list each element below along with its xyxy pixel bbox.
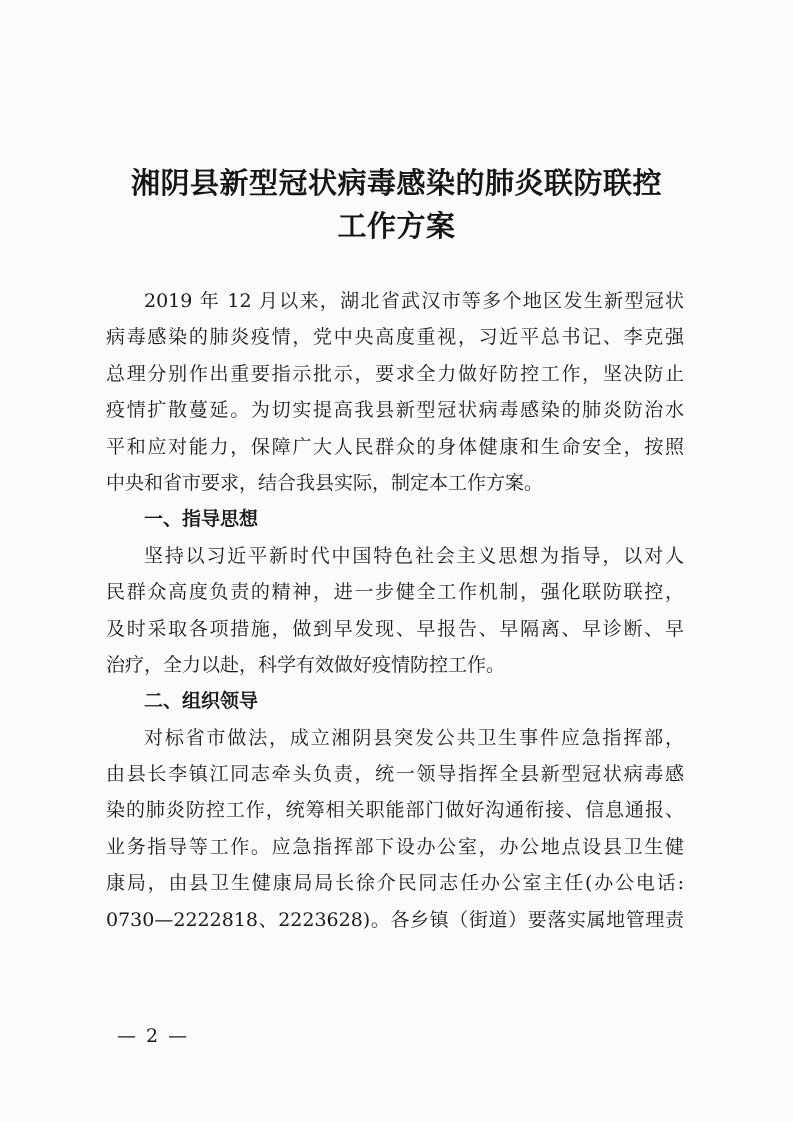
paragraph-line: 0730—2222818、2223628)。各乡镇（街道）要落实属地管理责 bbox=[106, 908, 684, 931]
document-body bbox=[106, 283, 684, 938]
page-number: — 2 — bbox=[117, 1025, 190, 1047]
paragraph-line: 坚持以习近平新时代中国特色社会主义思想为指导，以对人 bbox=[144, 544, 684, 567]
paragraph-line: 由县长李镇江同志牵头负责，统一领导指挥全县新型冠状病毒感 bbox=[106, 763, 684, 786]
paragraph-line: 平和应对能力，保障广大人民群众的身体健康和生命安全，按照 bbox=[106, 435, 684, 458]
paragraph-line: 2019 年 12 月以来，湖北省武汉市等多个地区发生新型冠状 bbox=[144, 290, 684, 312]
paragraph-line: 疫情扩散蔓延。为切实提高我县新型冠状病毒感染的肺炎防治水 bbox=[106, 399, 684, 422]
section-heading-organization-leadership: 二、组织领导 bbox=[144, 690, 259, 713]
paragraph-line: 民群众高度负责的精神，进一步健全工作机制，强化联防联控， bbox=[106, 581, 684, 604]
paragraph-line: 业务指导等工作。应急指挥部下设办公室，办公地点设县卫生健 bbox=[106, 835, 684, 858]
paragraph-line: 病毒感染的肺炎疫情，党中央高度重视，习近平总书记、李克强 bbox=[106, 326, 684, 349]
paragraph-line: 治疗，全力以赴，科学有效做好疫情防控工作。 bbox=[106, 653, 506, 676]
paragraph-line: 康局，由县卫生健康局局长徐介民同志任办公室主任(办公电话: bbox=[106, 872, 684, 895]
document-title-line-2: 工作方案 bbox=[337, 209, 456, 243]
paragraph-line: 对标省市做法，成立湘阴县突发公共卫生事件应急指挥部， bbox=[144, 726, 684, 749]
paragraph-line: 及时采取各项措施，做到早发现、早报告、早隔离、早诊断、早 bbox=[106, 617, 684, 640]
paragraph-line: 染的肺炎防控工作，统筹相关职能部门做好沟通衔接、信息通报、 bbox=[106, 799, 684, 822]
paragraph-line: 总理分别作出重要指示批示，要求全力做好防控工作，坚决防止 bbox=[106, 362, 684, 385]
paragraph-line: 中央和省市要求，结合我县实际，制定本工作方案。 bbox=[106, 471, 544, 494]
document-title-line-1: 湘阴县新型冠状病毒感染的肺炎联防联控 bbox=[130, 166, 662, 200]
section-heading-guiding-thought: 一、指导思想 bbox=[144, 508, 259, 531]
